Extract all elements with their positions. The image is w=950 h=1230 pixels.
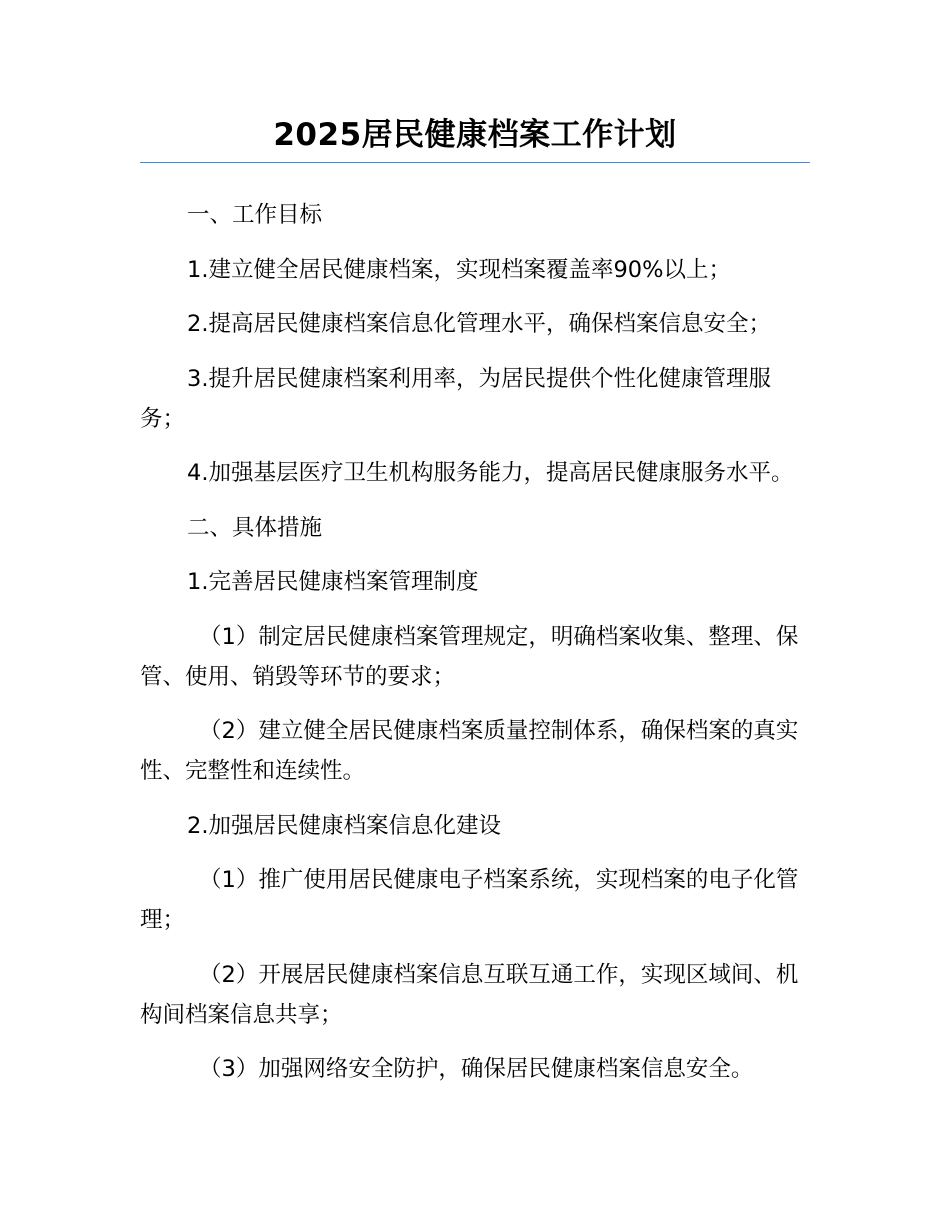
goal-item-2: 2.提高居民健康档案信息化管理水平，确保档案信息安全； (187, 311, 771, 337)
title-divider (140, 162, 810, 163)
measure-1-item-1: （1）制定居民健康档案管理规定，明确档案收集、整理、保管、使用、销毁等环节的要求； (140, 623, 799, 690)
measure-2-item-3: （3）加强网络安全防护，确保居民健康档案信息安全。 (199, 1056, 754, 1082)
measure-2-item-1: （1）推广使用居民健康电子档案系统，实现档案的电子化管理； (140, 867, 799, 933)
goal-item-4: 4.加强基层医疗卫生机构服务能力，提高居民健康服务水平。 (187, 460, 794, 486)
goal-item-1: 1.建立健全居民健康档案，实现档案覆盖率90%以上； (187, 256, 731, 283)
section-heading-measures: 二、具体措施 (187, 514, 323, 541)
measure-2-item-2: （2）开展居民健康档案信息互联互通工作，实现区域间、机构间档案信息共享； (140, 961, 799, 1028)
document-title: 2025居民健康档案工作计划 (273, 117, 677, 153)
measure-heading-1: 1.完善居民健康档案管理制度 (187, 569, 479, 595)
measure-1-item-2: （2）建立健全居民健康档案质量控制体系，确保档案的真实性、完整性和连续性。 (140, 718, 799, 784)
document-body (140, 195, 810, 1104)
goal-item-3: 3.提升居民健康档案利用率，为居民提供个性化健康管理服务； (140, 365, 771, 432)
section-heading-goals: 一、工作目标 (187, 202, 323, 228)
measure-heading-2: 2.加强居民健康档案信息化建设 (187, 812, 501, 839)
